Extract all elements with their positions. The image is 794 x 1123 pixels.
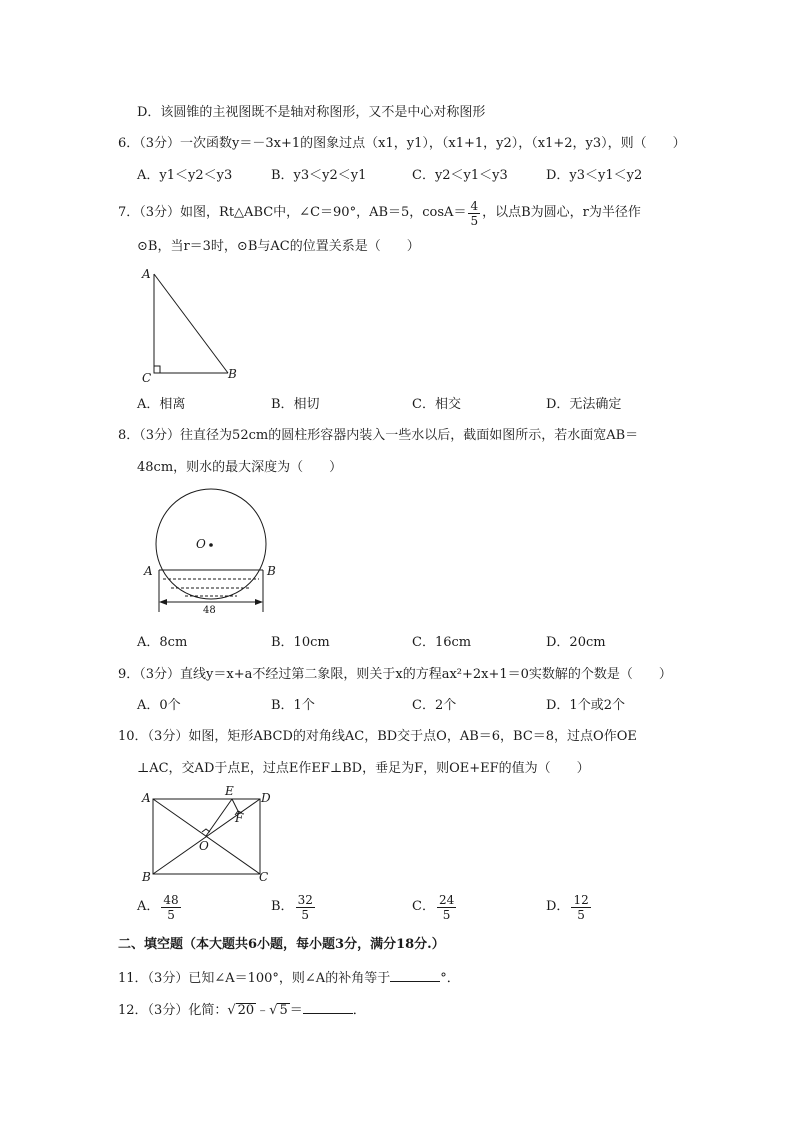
q12-radicand-1: 20 xyxy=(237,1003,255,1018)
q10-stem-line1: 10．（3分）如图，矩形ABCD的对角线AC，BD交于点O，AB＝6，BC＝8，过点O作OE xyxy=(118,729,637,744)
q10-label-c: C xyxy=(259,870,269,884)
q11-stem-a: 11．（3分）已知∠A＝100°，则∠A的补角等于 xyxy=(118,971,391,986)
q10-right-angle-o xyxy=(202,829,210,832)
q8-label-b: B xyxy=(267,564,276,578)
q6-option-a: A．y1＜y2＜y3 xyxy=(137,168,233,183)
q11-stem xyxy=(118,967,460,988)
q12-stem xyxy=(118,999,366,1020)
q7-side-ab xyxy=(154,274,228,373)
q6-option-b: B．y3＜y2＜y1 xyxy=(271,168,367,183)
q5-option-d: D．该圆锥的主视图既不是轴对称图形，又不是中心对称图形 xyxy=(137,105,486,120)
q8-option-a: A．8cm xyxy=(137,635,188,650)
q7-stem-b: ，以点B为圆心，r为半径作 xyxy=(482,205,641,220)
q7-right-angle-mark xyxy=(154,366,160,373)
q10-option-a-num: 48 xyxy=(163,892,179,907)
q8-label-o: O xyxy=(196,537,206,551)
q9-option-b: B．1个 xyxy=(271,698,315,713)
q10-stem-line2: ⊥AC，交AD于点E，过点E作EF⊥BD，垂足为F，则OE+EF的值为（ ） xyxy=(137,761,590,776)
q8-width-label: 48 xyxy=(203,605,216,616)
q10-option-c-label: C． xyxy=(412,899,435,914)
q10-label-d: D xyxy=(261,791,271,805)
q6-option-c: C．y2＜y1＜y3 xyxy=(412,168,508,183)
q12-answer-blank[interactable] xyxy=(303,999,353,1014)
q12-sqrt-symbol-2: √ xyxy=(269,1003,278,1018)
q9-option-c: C．2个 xyxy=(412,698,457,713)
section-2-title: 二、填空题（本大题共6小题，每小题3分，满分18分.） xyxy=(118,937,445,952)
q8-label-a: A xyxy=(144,564,153,578)
q10-label-f: F xyxy=(235,811,244,825)
q12-minus: ﹣ xyxy=(256,1003,270,1018)
q7-option-a: A．相离 xyxy=(137,397,186,412)
q8-option-d: D．20cm xyxy=(546,635,606,650)
q10-option-a xyxy=(137,890,183,924)
q7-option-b: B．相切 xyxy=(271,397,320,412)
q10-option-a-label: A． xyxy=(137,899,160,914)
q10-label-b: B xyxy=(142,870,151,884)
q8-center-dot xyxy=(209,543,213,547)
q7-stem-line2: ⊙B，当r＝3时，⊙B与AC的位置关系是（ ） xyxy=(137,239,420,254)
q12-radicand-2: 5 xyxy=(279,1003,288,1018)
q12-period: ． xyxy=(352,1003,366,1018)
q10-option-c xyxy=(412,890,458,924)
q9-stem: 9．（3分）直线y＝x+a不经过第二象限，则关于x的方程ax²+2x+1＝0实数解的个数是（ ） xyxy=(118,667,672,682)
q8-option-b: B．10cm xyxy=(271,635,330,650)
q8-option-c: C．16cm xyxy=(412,635,472,650)
q10-label-a: A xyxy=(142,791,151,805)
q6-option-d: D．y3＜y1＜y2 xyxy=(546,168,643,183)
q10-option-b xyxy=(271,890,317,924)
q10-option-d-num: 12 xyxy=(573,892,589,907)
q10-figure xyxy=(138,786,278,886)
q10-segment-oe xyxy=(206,799,232,836)
q7-stem-line1 xyxy=(118,197,641,229)
q10-label-e: E xyxy=(225,784,234,798)
q10-option-b-num: 32 xyxy=(297,892,313,907)
q7-figure xyxy=(136,266,246,386)
q10-option-d-den: 5 xyxy=(577,907,585,922)
q7-label-a: A xyxy=(142,267,151,281)
q7-option-c: C．相交 xyxy=(412,397,461,412)
q10-option-b-fraction xyxy=(296,893,315,922)
q10-option-c-fraction xyxy=(437,893,456,922)
q12-sqrt-symbol-1: √ xyxy=(227,1003,236,1018)
q7-frac-num: 4 xyxy=(470,198,479,213)
q8-arrow-right xyxy=(255,599,263,605)
q10-label-o: O xyxy=(199,839,209,853)
q10-option-a-fraction xyxy=(161,893,180,922)
q11-answer-blank[interactable] xyxy=(390,967,440,982)
q12-stem-a: 12．（3分）化简： xyxy=(118,1003,228,1018)
q6-stem: 6．（3分）一次函数y＝－3x+1的图象过点（x1，y1），（x1+1，y2），（x1+2，y3），则（ ） xyxy=(118,136,686,151)
q7-cos-fraction xyxy=(468,199,480,228)
q7-frac-den: 5 xyxy=(470,213,479,228)
q7-option-d: D．无法确定 xyxy=(546,397,622,412)
q7-stem-a: 7．（3分）如图，Rt△ABC中，∠C＝90°，AB＝5，cosA＝ xyxy=(118,205,467,220)
q8-arrow-left xyxy=(159,599,167,605)
q10-option-d-fraction xyxy=(571,893,590,922)
q7-label-c: C xyxy=(142,371,152,385)
q10-option-b-label: B． xyxy=(271,899,294,914)
q11-stem-b: °． xyxy=(440,971,460,986)
q9-option-a: A．0个 xyxy=(137,698,181,713)
q8-stem-line1: 8．（3分）往直径为52cm的圆柱形容器内装入一些水以后，截面如图所示，若水面宽AB＝ xyxy=(118,428,639,443)
q10-option-c-den: 5 xyxy=(442,907,451,922)
q10-option-a-den: 5 xyxy=(167,907,175,922)
q10-option-d-label: D． xyxy=(546,899,570,914)
q8-stem-line2: 48cm，则水的最大深度为（ ） xyxy=(137,460,343,475)
q8-figure xyxy=(138,488,288,618)
q10-option-b-den: 5 xyxy=(301,907,310,922)
q9-option-d: D．1个或2个 xyxy=(546,698,625,713)
q10-option-d xyxy=(546,890,593,924)
q12-equals: ＝ xyxy=(289,1003,303,1018)
q7-label-b: B xyxy=(228,367,237,381)
q10-option-c-num: 24 xyxy=(438,892,455,907)
